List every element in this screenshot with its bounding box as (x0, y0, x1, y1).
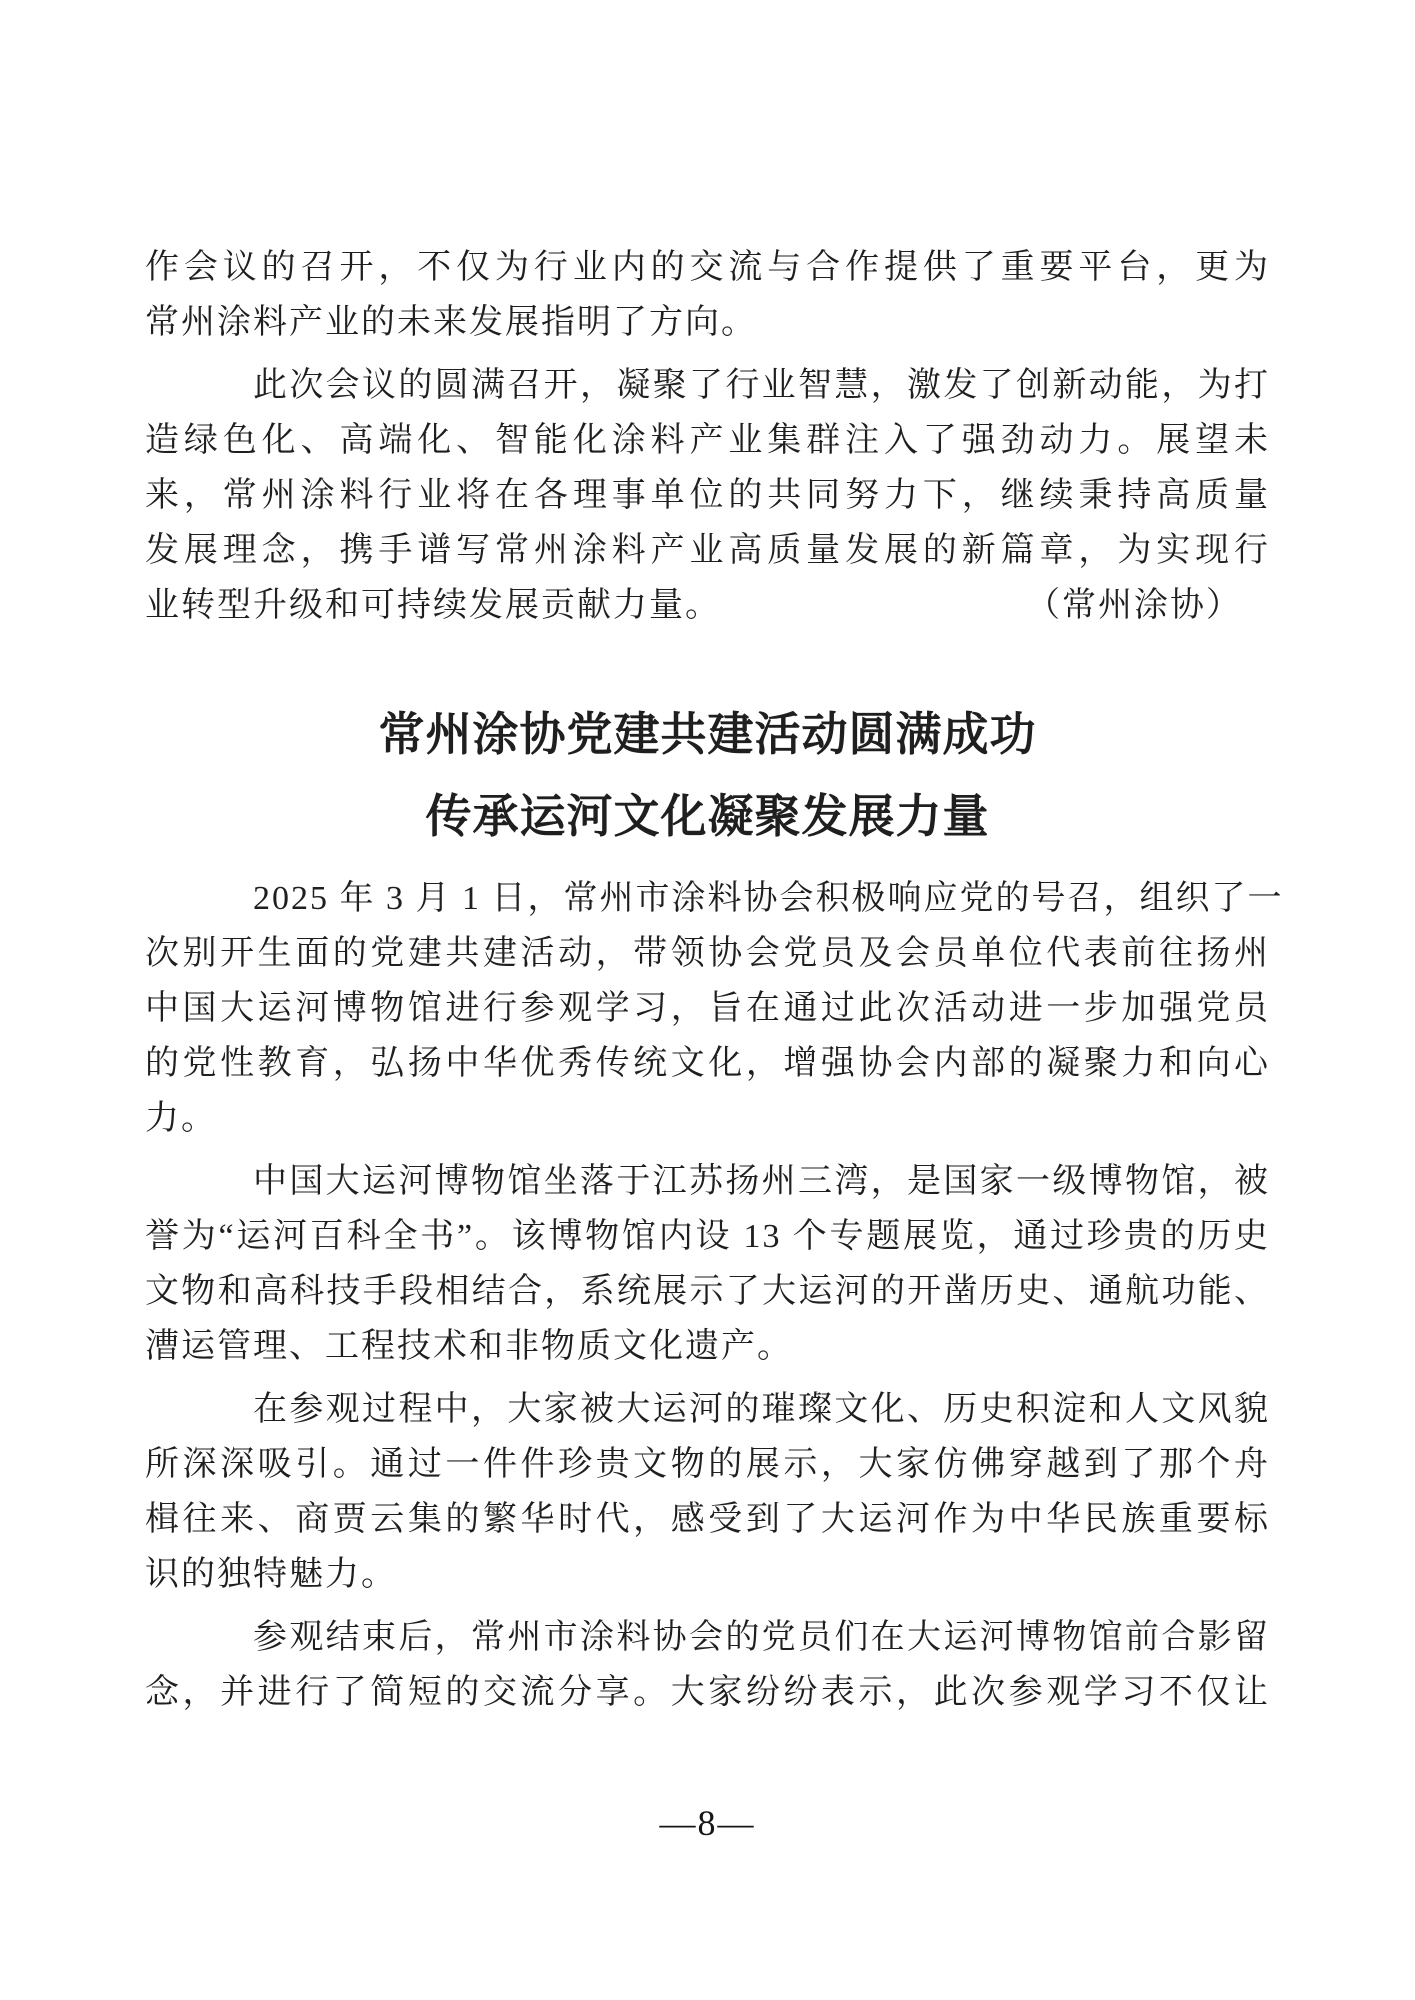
article1-paragraph2 (145, 358, 1270, 633)
text-line: 来，常州涂料行业将在各理事单位的共同努力下，继续秉持高质量 (145, 477, 1270, 514)
text-line: 常州涂料产业的未来发展指明了方向。 (145, 304, 757, 341)
text-line: 力。 (145, 1100, 217, 1137)
page-number: —8— (659, 1803, 756, 1843)
text-line: 参观结束后，常州市涂料协会的党员们在大运河博物馆前合影留 (253, 1619, 1270, 1656)
article-title-line-2: 传承运河文化凝聚发展力量 (425, 791, 990, 842)
text-line-with-attribution (145, 578, 1270, 633)
text-line: 识的独特魅力。 (145, 1556, 397, 1593)
page-content (145, 240, 1284, 1728)
text-line: 2025 年 3 月 1 日，常州市涂料协会积极响应党的号召，组织了一 (253, 880, 1284, 917)
text-line: 在参观过程中，大家被大运河的璀璨文化、历史积淀和人文风貌 (253, 1391, 1270, 1428)
text-line: 此次会议的圆满召开，凝聚了行业智慧，激发了创新动能，为打 (253, 367, 1270, 404)
text-line: 漕运管理、工程技术和非物质文化遗产。 (145, 1328, 793, 1365)
text-line: 造绿色化、高端化、智能化涂料产业集群注入了强劲动力。展望未 (145, 422, 1270, 459)
article2-paragraph3 (145, 1382, 1270, 1602)
text-line: 业转型升级和可持续发展贡献力量。 (145, 587, 721, 624)
text-line: 的党性教育，弘扬中华优秀传统文化，增强协会内部的凝聚力和向心 (145, 1045, 1270, 1082)
article-attribution: （常州涂协） (1026, 587, 1242, 624)
text-line: 作会议的召开，不仅为行业内的交流与合作提供了重要平台，更为 (145, 249, 1270, 286)
text-line: 中国大运河博物馆进行参观学习，旨在通过此次活动进一步加强党员 (145, 990, 1270, 1027)
article2-title (145, 705, 1270, 847)
text-line: 楫往来、商贾云集的繁华时代，感受到了大运河作为中华民族重要标 (145, 1501, 1270, 1538)
text-line: 文物和高科技手段相结合，系统展示了大运河的开凿历史、通航功能、 (145, 1273, 1270, 1310)
article1-paragraph1 (145, 240, 1270, 350)
text-line: 次别开生面的党建共建活动，带领协会党员及会员单位代表前往扬州 (145, 935, 1270, 972)
text-line: 发展理念，携手谱写常州涂料产业高质量发展的新篇章，为实现行 (145, 532, 1270, 569)
text-line: 所深深吸引。通过一件件珍贵文物的展示，大家仿佛穿越到了那个舟 (145, 1446, 1270, 1483)
text-line: 中国大运河博物馆坐落于江苏扬州三湾，是国家一级博物馆，被 (253, 1163, 1270, 1200)
article2-paragraph1 (145, 871, 1284, 1146)
text-line: 念，并进行了简短的交流分享。大家纷纷表示，此次参观学习不仅让 (145, 1674, 1270, 1711)
text-line: 誉为“运河百科全书”。该博物馆内设 13 个专题展览，通过珍贵的历史 (145, 1218, 1270, 1255)
article2-paragraph2 (145, 1154, 1270, 1374)
article2-paragraph4 (145, 1610, 1270, 1720)
article-title-line-1: 常州涂协党建共建活动圆满成功 (378, 709, 1037, 760)
